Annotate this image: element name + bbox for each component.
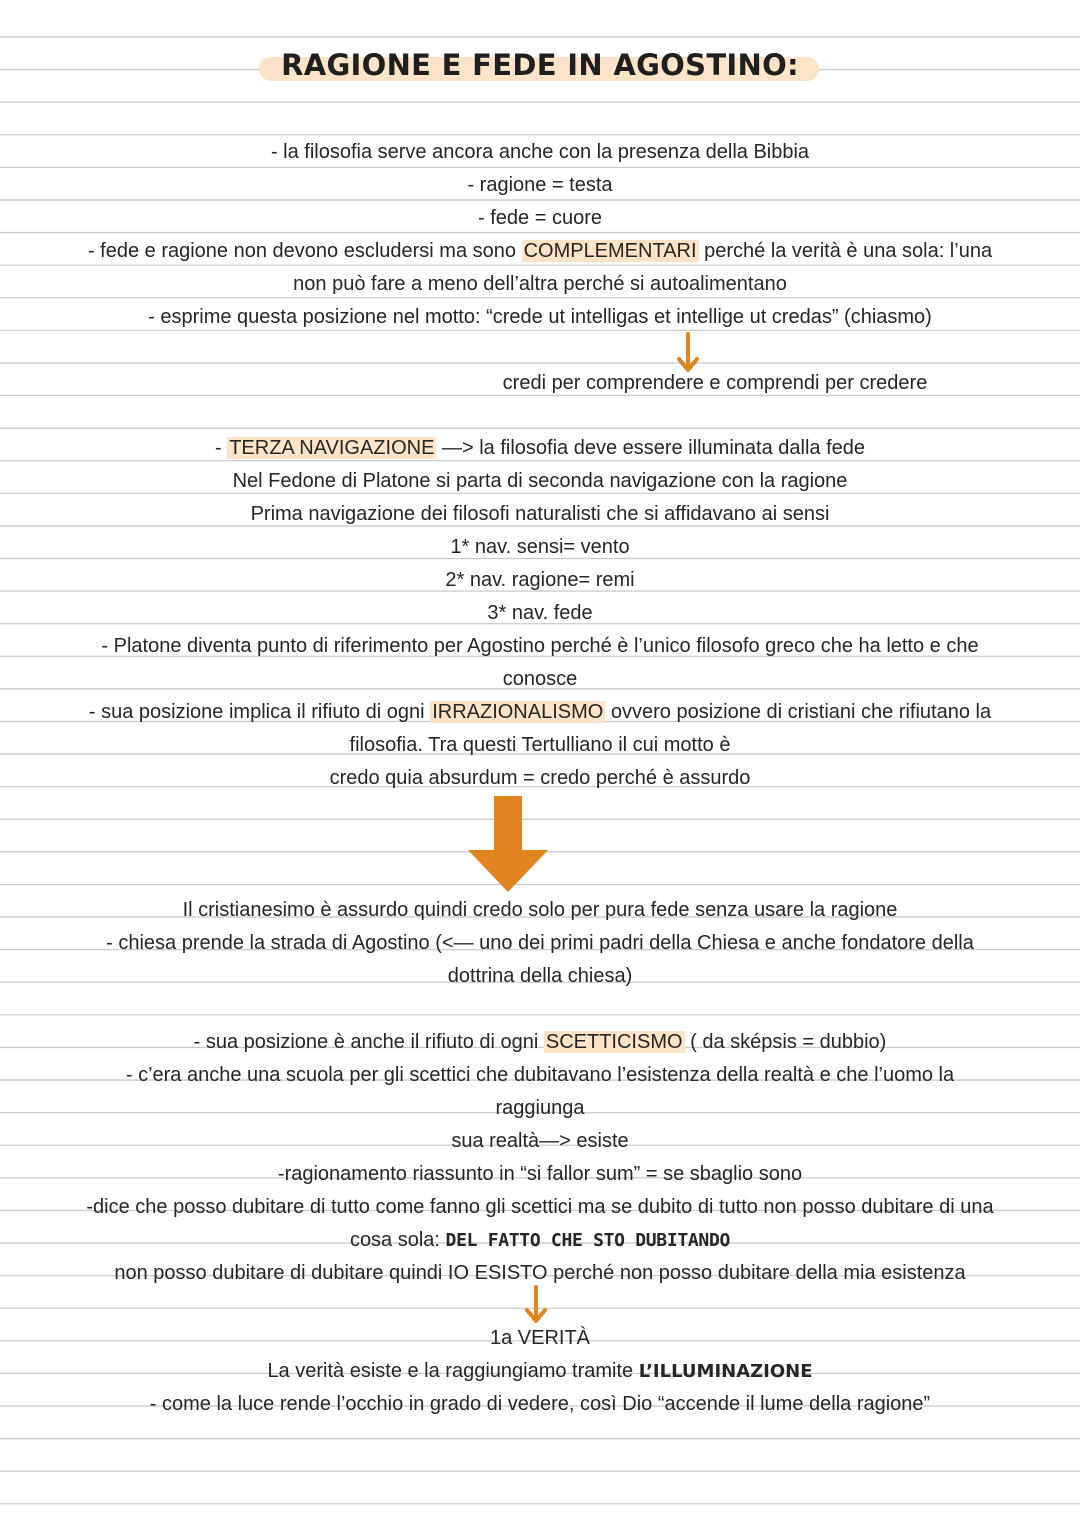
highlight-scetticismo: SCETTICISMO bbox=[545, 1031, 683, 1053]
big-down-arrow-icon bbox=[466, 796, 550, 894]
note-line: -ragionamento riassunto in “si fallor sum” = se sbaglio sono bbox=[277, 1163, 803, 1185]
note-line: 1a VERITÀ bbox=[489, 1327, 591, 1349]
note-line: dottrina della chiesa) bbox=[447, 965, 633, 987]
highlight-irrazionalismo: IRRAZIONALISMO bbox=[432, 701, 604, 723]
note-line bbox=[0, 1225, 1080, 1256]
note-text: - sua posizione è anche il rifiuto di ogni bbox=[193, 1031, 544, 1053]
note-line: conosce bbox=[502, 668, 578, 690]
note-text: —> la filosofia deve essere illuminata dalla fede bbox=[436, 437, 865, 459]
note-text: - sua posizione implica il rifiuto di ogni bbox=[88, 701, 431, 723]
note-line: 3* nav. fede bbox=[487, 602, 593, 624]
note-text: ( da sképsis = dubbio) bbox=[684, 1031, 887, 1053]
note-line: credi per comprendere e comprendi per credere bbox=[502, 372, 928, 394]
highlight-complementari: COMPLEMENTARI bbox=[523, 240, 697, 262]
note-line bbox=[0, 1027, 1080, 1057]
note-line: raggiunga bbox=[495, 1097, 585, 1119]
title-container bbox=[0, 48, 1080, 82]
note-text: perché la verità è una sola: l’una bbox=[698, 240, 993, 262]
note-text: La verità esiste e la raggiungiamo tramite bbox=[267, 1360, 639, 1382]
note-line bbox=[0, 236, 1080, 266]
note-line: Il cristianesimo è assurdo quindi credo solo per pura fede senza usare la ragione bbox=[182, 899, 898, 921]
note-text: - fede e ragione non devono escludersi ma sono bbox=[87, 240, 522, 262]
note-line bbox=[0, 433, 1080, 463]
note-line: sua realtà—> esiste bbox=[451, 1130, 629, 1152]
note-line: non posso dubitare di dubitare quindi IO ESISTO perché non posso dubitare della mia esistenza bbox=[114, 1262, 966, 1284]
note-line: - chiesa prende la strada di Agostino (<— uno dei primi padri della Chiesa e anche fondatore della bbox=[106, 932, 974, 954]
note-line: - Platone diventa punto di riferimento per Agostino perché è l’unico filosofo greco che ha letto e che bbox=[101, 635, 979, 657]
down-arrow-icon bbox=[524, 1285, 548, 1327]
note-line: -dice che posso dubitare di tutto come fanno gli scettici ma se dubito di tutto non posso dubitare di una bbox=[86, 1196, 994, 1218]
note-line: - come la luce rende l’occhio in grado di vedere, così Dio “accende il lume della ragione” bbox=[149, 1393, 931, 1415]
handwritten-emphasis: DEL FATTO CHE STO DUBITANDO bbox=[445, 1230, 731, 1251]
handwritten-emphasis: L’ILLUMINAZIONE bbox=[638, 1361, 813, 1382]
page-title: RAGIONE E FEDE IN AGOSTINO: bbox=[269, 48, 811, 82]
note-line: Nel Fedone di Platone si parta di seconda navigazione con la ragione bbox=[232, 470, 848, 492]
note-line: non può fare a meno dell’altra perché si autoalimentano bbox=[293, 273, 787, 295]
note-text: cosa sola: bbox=[349, 1229, 446, 1251]
note-line: - fede = cuore bbox=[478, 207, 602, 229]
note-line: filosofia. Tra questi Tertulliano il cui motto è bbox=[349, 734, 731, 756]
note-line: - esprime questa posizione nel motto: “crede ut intelligas et intellige ut credas” (chiasmo) bbox=[148, 306, 932, 328]
note-line: 2* nav. ragione= remi bbox=[445, 569, 635, 591]
note-line: 1* nav. sensi= vento bbox=[450, 536, 630, 558]
note-line bbox=[0, 1356, 1080, 1387]
note-line: Prima navigazione dei filosofi naturalisti che si affidavano ai sensi bbox=[250, 503, 830, 525]
note-line bbox=[0, 697, 1080, 727]
note-line: - la filosofia serve ancora anche con la presenza della Bibbia bbox=[270, 141, 810, 163]
note-text: - bbox=[214, 437, 228, 459]
highlight-terza-navigazione: TERZA NAVIGAZIONE bbox=[229, 437, 435, 459]
note-text: ovvero posizione di cristiani che rifiutano la bbox=[605, 701, 992, 723]
note-line: - ragione = testa bbox=[467, 174, 613, 196]
note-line: credo quia absurdum = credo perché è assurdo bbox=[329, 767, 751, 789]
note-line: - c’era anche una scuola per gli scettici che dubitavano l’esistenza della realtà e che l’uomo la bbox=[125, 1064, 955, 1086]
